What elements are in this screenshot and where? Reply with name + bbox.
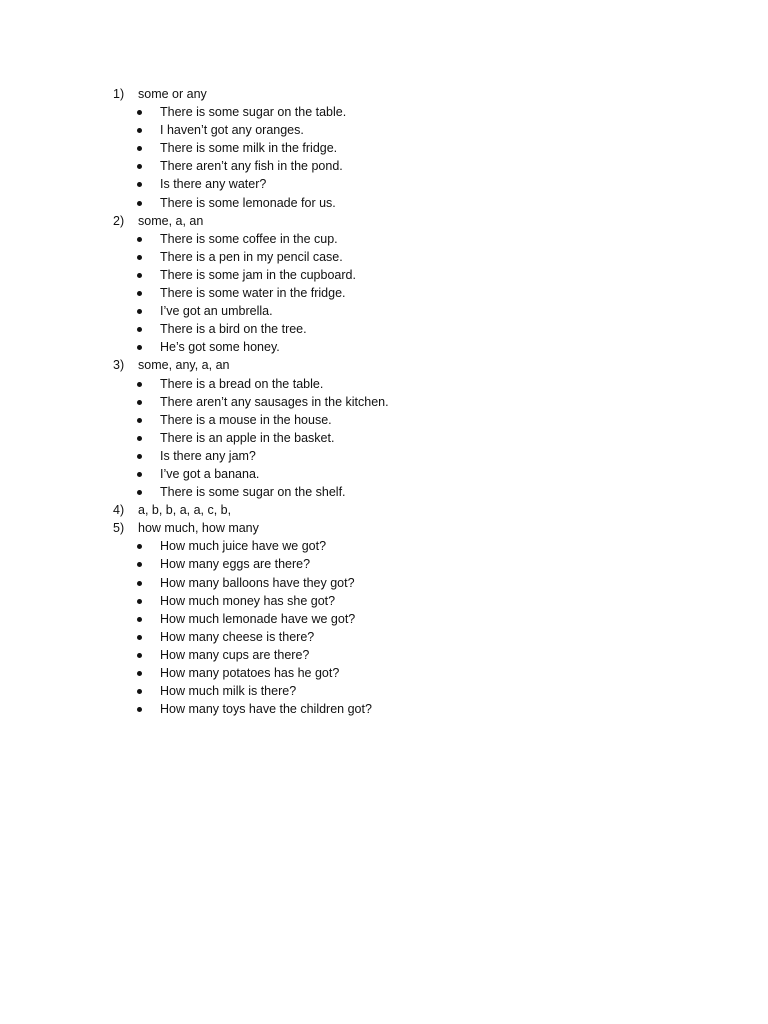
list-item bbox=[0, 447, 768, 465]
list-item bbox=[0, 194, 768, 212]
list-item bbox=[0, 664, 768, 682]
list-item-text: There is some water in the fridge. bbox=[160, 286, 346, 301]
list-item bbox=[0, 103, 768, 121]
section-heading bbox=[0, 85, 768, 103]
list-item-text: There is a pen in my pencil case. bbox=[160, 249, 343, 264]
bullet-icon bbox=[137, 291, 142, 296]
list-item bbox=[0, 393, 768, 411]
list-item bbox=[0, 682, 768, 700]
section-number: 1) bbox=[113, 87, 125, 101]
section-title: some, a, an bbox=[138, 213, 204, 228]
section-heading bbox=[0, 212, 768, 230]
list-item-text: I haven’t got any oranges. bbox=[160, 123, 304, 138]
list-item bbox=[0, 266, 768, 284]
bullet-icon bbox=[137, 400, 142, 405]
bullet-icon bbox=[137, 164, 142, 169]
list-item bbox=[0, 121, 768, 139]
list-item-text: There is some jam in the cupboard. bbox=[160, 267, 356, 282]
list-item bbox=[0, 537, 768, 555]
section-title: a, b, b, a, a, c, b, bbox=[138, 503, 232, 518]
bullet-icon bbox=[137, 617, 142, 622]
bullet-icon bbox=[137, 309, 142, 314]
list-item-text: There is some lemonade for us. bbox=[160, 195, 336, 210]
bullet-icon bbox=[137, 237, 142, 242]
list-item-text: There is an apple in the basket. bbox=[160, 430, 335, 445]
list-item bbox=[0, 411, 768, 429]
list-item-text: There is a mouse in the house. bbox=[160, 412, 332, 427]
list-item-text: How many cheese is there? bbox=[160, 629, 315, 644]
bullet-icon bbox=[137, 182, 142, 187]
bullet-icon bbox=[137, 255, 142, 260]
section-heading bbox=[0, 519, 768, 537]
list-item bbox=[0, 628, 768, 646]
bullet-list bbox=[0, 537, 768, 718]
bullet-icon bbox=[137, 128, 142, 133]
section-title: how much, how many bbox=[138, 521, 259, 536]
list-item-text: There is a bird on the tree. bbox=[160, 322, 307, 337]
list-item-text: How many toys have the children got? bbox=[160, 702, 372, 717]
section-heading bbox=[0, 501, 768, 519]
bullet-icon bbox=[137, 472, 142, 477]
section-title: some, any, a, an bbox=[138, 358, 230, 373]
bullet-icon bbox=[137, 599, 142, 604]
list-item bbox=[0, 610, 768, 628]
bullet-icon bbox=[137, 110, 142, 115]
list-item-text: Is there any jam? bbox=[160, 448, 256, 463]
list-item-text: I’ve got an umbrella. bbox=[160, 304, 273, 319]
list-item-text: There is a bread on the table. bbox=[160, 376, 324, 391]
list-item-text: There is some sugar on the shelf. bbox=[160, 485, 346, 500]
list-item-text: There is some milk in the fridge. bbox=[160, 141, 338, 156]
bullet-icon bbox=[137, 581, 142, 586]
list-item bbox=[0, 429, 768, 447]
answer-list bbox=[0, 85, 768, 718]
list-item-text: There is some coffee in the cup. bbox=[160, 231, 338, 246]
list-item-text: There aren’t any fish in the pond. bbox=[160, 159, 343, 174]
bullet-list bbox=[0, 375, 768, 502]
list-item bbox=[0, 320, 768, 338]
section-2 bbox=[0, 212, 768, 357]
list-item-text: I’ve got a banana. bbox=[160, 466, 260, 481]
bullet-icon bbox=[137, 345, 142, 350]
section-4 bbox=[0, 501, 768, 519]
list-item-text: How many balloons have they got? bbox=[160, 575, 355, 590]
list-item bbox=[0, 157, 768, 175]
section-heading bbox=[0, 356, 768, 374]
bullet-icon bbox=[137, 707, 142, 712]
list-item bbox=[0, 465, 768, 483]
list-item-text: There aren’t any sausages in the kitchen. bbox=[160, 394, 389, 409]
list-item-text: How much milk is there? bbox=[160, 684, 297, 699]
section-3 bbox=[0, 356, 768, 501]
bullet-list bbox=[0, 103, 768, 212]
list-item bbox=[0, 646, 768, 664]
list-item bbox=[0, 230, 768, 248]
bullet-icon bbox=[137, 689, 142, 694]
bullet-icon bbox=[137, 490, 142, 495]
list-item-text: How much juice have we got? bbox=[160, 539, 327, 554]
list-item-text: How many potatoes has he got? bbox=[160, 666, 340, 680]
list-item bbox=[0, 338, 768, 356]
bullet-icon bbox=[137, 201, 142, 206]
list-item-text: How much money has she got? bbox=[160, 593, 336, 608]
list-item bbox=[0, 248, 768, 266]
list-item-text: There is some sugar on the table. bbox=[160, 105, 347, 120]
section-1 bbox=[0, 85, 768, 212]
bullet-icon bbox=[137, 562, 142, 567]
bullet-icon bbox=[137, 671, 142, 676]
list-item-text: He’s got some honey. bbox=[160, 340, 280, 355]
list-item bbox=[0, 592, 768, 610]
section-number: 3) bbox=[113, 358, 125, 373]
bullet-icon bbox=[137, 635, 142, 640]
bullet-icon bbox=[137, 544, 142, 549]
bullet-icon bbox=[137, 273, 142, 278]
list-item bbox=[0, 302, 768, 320]
section-number: 2) bbox=[113, 213, 125, 228]
list-item-text: How many eggs are there? bbox=[160, 557, 311, 572]
bullet-icon bbox=[137, 382, 142, 387]
list-item-text: Is there any water? bbox=[160, 177, 267, 192]
list-item bbox=[0, 175, 768, 193]
list-item bbox=[0, 574, 768, 592]
bullet-list bbox=[0, 230, 768, 357]
bullet-icon bbox=[137, 418, 142, 423]
list-item bbox=[0, 139, 768, 157]
list-item bbox=[0, 555, 768, 573]
bullet-icon bbox=[137, 327, 142, 332]
list-item bbox=[0, 483, 768, 501]
bullet-icon bbox=[137, 146, 142, 151]
bullet-icon bbox=[137, 653, 142, 658]
list-item bbox=[0, 700, 768, 718]
list-item bbox=[0, 284, 768, 302]
list-item-text: How many cups are there? bbox=[160, 647, 310, 662]
list-item bbox=[0, 375, 768, 393]
bullet-icon bbox=[137, 436, 142, 441]
section-title: some or any bbox=[138, 87, 207, 101]
section-5 bbox=[0, 519, 768, 718]
section-number: 5) bbox=[113, 521, 125, 536]
bullet-icon bbox=[137, 454, 142, 459]
section-number: 4) bbox=[113, 503, 125, 518]
list-item-text: How much lemonade have we got? bbox=[160, 611, 356, 626]
